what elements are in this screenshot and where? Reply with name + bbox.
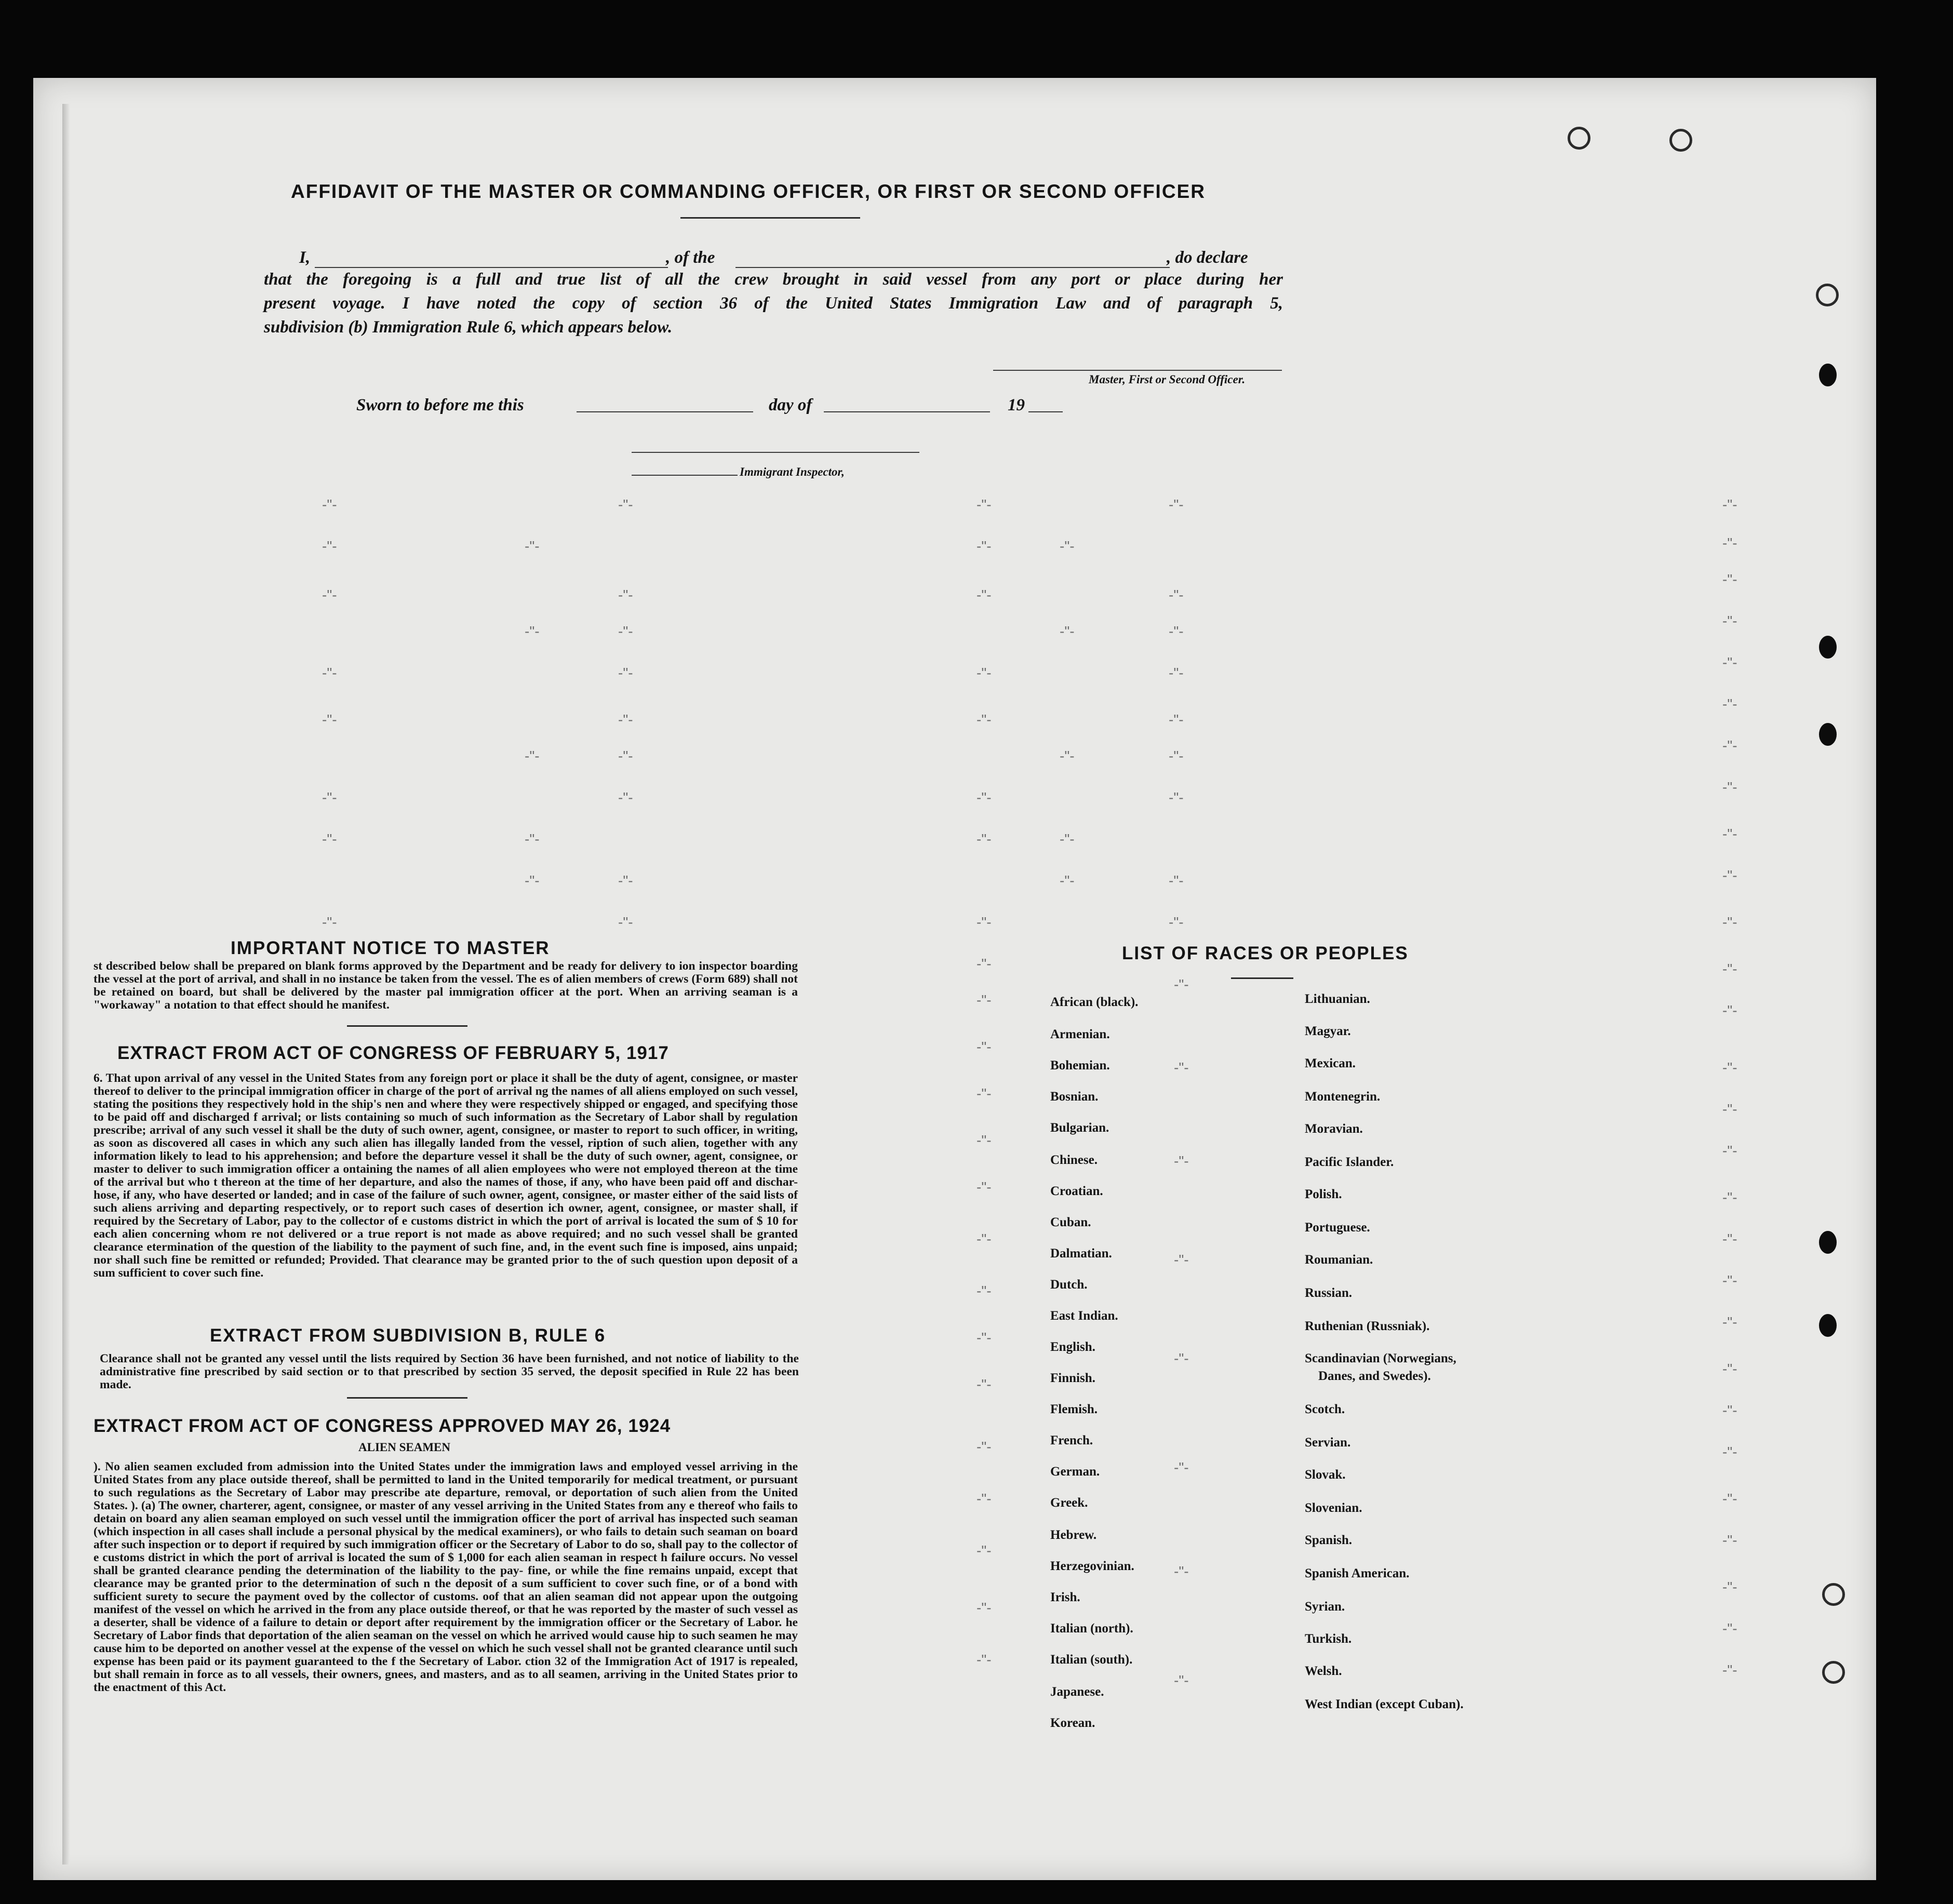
ditto-mark: -"- (1722, 1662, 1737, 1678)
race-item: Chinese. (1050, 1153, 1098, 1167)
ditto-mark: -"- (322, 497, 337, 513)
race-item: Welsh. (1305, 1664, 1342, 1678)
ditto-mark: -"- (977, 831, 992, 847)
ditto-mark: -"- (977, 1652, 992, 1668)
punch-hole-ring (1822, 1661, 1845, 1684)
race-item: Magyar. (1305, 1024, 1351, 1038)
ditto-mark: -"- (525, 538, 540, 554)
ditto-mark: -"- (977, 1491, 992, 1507)
ditto-mark: -"- (1722, 1189, 1737, 1205)
ditto-mark: -"- (1722, 1231, 1737, 1247)
affidavit-line-2: that the foregoing is a full and true list of all the crew brought in said vessel from any port or place during her (264, 270, 1283, 289)
ditto-mark: -"- (1174, 1459, 1189, 1476)
ditto-mark: -"- (1169, 873, 1184, 889)
race-item: African (black). (1050, 995, 1139, 1009)
sworn-prefix: Sworn to before me this (356, 396, 524, 414)
rule6-divider (347, 1397, 467, 1399)
ditto-mark: -"- (1722, 826, 1737, 842)
ditto-mark: -"- (977, 1543, 992, 1559)
affidavit-line-4: subdivision (b) Immigration Rule 6, which appears below. (264, 318, 673, 337)
ditto-mark: -"- (618, 873, 633, 889)
race-item: Bohemian. (1050, 1058, 1110, 1072)
race-item: Hebrew. (1050, 1528, 1097, 1542)
title-underline (680, 217, 860, 219)
sworn-month-blank (824, 411, 990, 412)
race-item: Herzegovinian. (1050, 1559, 1134, 1573)
race-item: Mexican. (1305, 1056, 1356, 1070)
sworn-day-label: day of (769, 396, 812, 414)
ditto-mark: -"- (977, 1330, 992, 1346)
race-item: Portuguese. (1305, 1221, 1370, 1235)
race-item: Bosnian. (1050, 1090, 1099, 1104)
race-item: Italian (south). (1050, 1653, 1133, 1667)
ditto-mark: -"- (1169, 914, 1184, 930)
ditto-mark: -"- (1174, 1153, 1189, 1169)
race-item: Servian. (1305, 1436, 1351, 1450)
race-item: East Indian. (1050, 1309, 1118, 1323)
ditto-mark: -"- (1174, 1252, 1189, 1268)
ditto-mark: -"- (1060, 623, 1075, 639)
races-underline (1231, 977, 1293, 979)
races-title: LIST OF RACES OR PEOPLES (1122, 943, 1409, 963)
race-item: Spanish American. (1305, 1566, 1410, 1580)
race-item: Dutch. (1050, 1278, 1088, 1292)
ditto-mark: -"- (322, 914, 337, 930)
ditto-mark: -"- (977, 712, 992, 728)
ditto-mark: -"- (1722, 914, 1737, 930)
inspector-blank-1 (632, 452, 919, 453)
ditto-mark: -"- (977, 1085, 992, 1102)
race-item: Turkish. (1305, 1632, 1352, 1646)
affidavit-title: AFFIDAVIT OF THE MASTER OR COMMANDING OFFICER, OR FIRST OR SECOND OFFICER (291, 181, 1206, 202)
ditto-mark: -"- (1722, 1314, 1737, 1330)
ditto-mark: -"- (977, 665, 992, 681)
race-item: English. (1050, 1340, 1095, 1354)
race-item: West Indian (except Cuban). (1305, 1697, 1464, 1711)
ditto-mark: -"- (1722, 571, 1737, 587)
ditto-mark: -"- (618, 665, 633, 681)
ditto-mark: -"- (525, 748, 540, 764)
ditto-mark: -"- (1060, 748, 1075, 764)
ditto-mark: -"- (322, 587, 337, 603)
punch-hole (1819, 1314, 1837, 1337)
ditto-mark: -"- (618, 789, 633, 806)
race-item: French. (1050, 1433, 1093, 1447)
ditto-mark: -"- (1060, 538, 1075, 554)
race-item: Moravian. (1305, 1122, 1363, 1136)
sheet-fold-edge (62, 104, 70, 1865)
ditto-mark: -"- (1169, 748, 1184, 764)
sworn-year-label: 19 (1008, 396, 1025, 414)
notice-text: st described below shall be prepared on blank forms approved by the Department and be ready for delivery to ion inspector boarding the vessel at the port of arrival, and shall in no instance be taken from the vessel. The es of alien members of crews (Form 689) shall not be retained on board, but shall be delivered by the master pal immigration officer at the port. When an arriving seaman is a "workaway" a notation to that effect should he manifest. (93, 959, 798, 1012)
punch-hole-ring (1568, 127, 1590, 150)
extract-1924-subtitle: ALIEN SEAMEN (358, 1441, 451, 1454)
ditto-mark: -"- (525, 831, 540, 847)
ditto-mark: -"- (1722, 696, 1737, 712)
ditto-mark: -"- (618, 712, 633, 728)
ditto-mark: -"- (1169, 789, 1184, 806)
ditto-mark: -"- (1174, 1060, 1189, 1076)
ditto-mark: -"- (977, 789, 992, 806)
ditto-mark: -"- (977, 1600, 992, 1616)
extract-1917-text: 6. That upon arrival of any vessel in the United States from any foreign port or place it shall be the duty of agent, consignee, or master thereof to deliver to the principal immigration officer in charge of the port of arrival ng the names of all aliens employed on such vessel, stating the positions they respectively hold in the ship's nen and where they were respectively shipped or engaged, and specifying those to be paid off and discharged f arrival; or lists containing so much of such information as the Secretary of Labor shall by regulation prescribe; arrival of any such vessel it shall be the duty of such owner, agent, consignee, or master to report to such officer, in writing, as soon as discovered all cases in which any such alien has illegally landed from the vessel, ription of such alien, together with any information likely to lead to his apprehension; and before the departure vessel it shall be the duty of such owner, agent, consignee, or master to deliver to such immigration officer a ontaining the names of all alien employees who were not employed thereon at the time of the arrival but who t thereon at the time of her departure, and also the names of those, if any, who have been paid off and dischar- hose, if any, who have deserted or landed; and in case of the failure of such owner, agent, consignee, or master either of the said lists of such aliens arriving and departing respectively, or to report such cases of desertion ich owner, agent, consignee, or master shall, if required by the Secretary of Labor, pay to the collector of e customs district in which the port of arrival is located the sum of $ 10 for each alien concerning whom re not delivered or a true report is not made as above required; and no such vessel shall be granted clearance etermination of the question of the liability to the payment of such fine, and, in the event such fine is imposed, ains unpaid; nor shall such fine be remitted or refunded; Provided. That clearance may be granted prior to the of such question upon deposit of a sum sufficient to cover such fine. (93, 1071, 798, 1280)
ditto-mark: -"- (1722, 1002, 1737, 1018)
ditto-mark: -"- (1722, 1491, 1737, 1507)
race-item: Dalmatian. (1050, 1246, 1112, 1261)
inspector-label: Immigrant Inspector, (740, 465, 845, 478)
race-item: Polish. (1305, 1187, 1342, 1201)
race-item: Scotch. (1305, 1402, 1345, 1416)
punch-hole (1819, 723, 1837, 746)
race-item: Lithuanian. (1305, 992, 1370, 1006)
race-item: Korean. (1050, 1716, 1095, 1730)
ditto-mark: -"- (322, 789, 337, 806)
ditto-mark: -"- (1722, 867, 1737, 883)
ditto-mark: -"- (1174, 1563, 1189, 1579)
notice-divider (347, 1025, 467, 1027)
ditto-mark: -"- (977, 587, 992, 603)
race-item: German. (1050, 1465, 1100, 1479)
ditto-mark: -"- (525, 873, 540, 889)
race-item: Irish. (1050, 1590, 1080, 1604)
ditto-mark: -"- (1169, 712, 1184, 728)
ditto-mark: -"- (1174, 976, 1189, 993)
ditto-mark: -"- (1722, 535, 1737, 551)
ditto-mark: -"- (1722, 1272, 1737, 1289)
race-item: Ruthenian (Russniak). (1305, 1319, 1430, 1333)
ditto-mark: -"- (1722, 1143, 1737, 1159)
race-item: Russian. (1305, 1286, 1353, 1300)
ditto-mark: -"- (977, 497, 992, 513)
affidavit-line-3: present voyage. I have noted the copy of section 36 of the United States Immigration Law and of paragraph 5, (264, 294, 1283, 313)
extract-rule6-text: Clearance shall not be granted any vessel until the lists required by Section 36 have been furnished, and not notice of liability to the administrative fine prescribed by said section or to that prescribed by section 35 served, the deposit specified in Rule 22 has been made. (100, 1352, 799, 1391)
ditto-mark: -"- (1169, 623, 1184, 639)
punch-hole-ring (1822, 1583, 1845, 1606)
punch-hole-ring (1669, 129, 1692, 152)
ditto-mark: -"- (1722, 961, 1737, 977)
race-item: Pacific Islander. (1305, 1155, 1394, 1169)
race-item: Slovenian. (1305, 1501, 1362, 1515)
ditto-mark: -"- (1722, 779, 1737, 795)
ditto-mark: -"- (618, 497, 633, 513)
signature-label: Master, First or Second Officer. (1089, 373, 1246, 386)
race-item: Danes, and Swedes). (1318, 1369, 1431, 1383)
ditto-mark: -"- (322, 538, 337, 554)
ditto-mark: -"- (977, 1231, 992, 1247)
ditto-mark: -"- (525, 623, 540, 639)
ditto-mark: -"- (322, 712, 337, 728)
ditto-mark: -"- (1174, 1672, 1189, 1688)
ditto-mark: -"- (1722, 1620, 1737, 1637)
race-item: Spanish. (1305, 1533, 1353, 1547)
extract-1924-title: EXTRACT FROM ACT OF CONGRESS APPROVED MAY 26, 1924 (93, 1416, 671, 1436)
ditto-mark: -"- (977, 538, 992, 554)
ditto-mark: -"- (977, 1132, 992, 1148)
ditto-mark: -"- (977, 1283, 992, 1299)
race-item: Roumanian. (1305, 1253, 1373, 1267)
race-item: Flemish. (1050, 1402, 1098, 1416)
ditto-mark: -"- (618, 748, 633, 764)
ditto-mark: -"- (1060, 873, 1075, 889)
ditto-mark: -"- (977, 914, 992, 930)
sworn-day-blank (577, 411, 753, 412)
ditto-mark: -"- (1169, 587, 1184, 603)
race-item: Cuban. (1050, 1215, 1091, 1229)
affidavit-declare-label: , do declare (1167, 248, 1248, 267)
affidavit-i-label: I, (299, 248, 311, 267)
ditto-mark: -"- (1169, 665, 1184, 681)
race-item: Japanese. (1050, 1685, 1104, 1699)
ditto-mark: -"- (1722, 1532, 1737, 1548)
ditto-mark: -"- (618, 914, 633, 930)
ditto-mark: -"- (977, 992, 992, 1008)
ditto-mark: -"- (1722, 497, 1737, 513)
inspector-blank-2 (632, 475, 738, 476)
ditto-mark: -"- (1722, 1101, 1737, 1117)
ditto-mark: -"- (322, 665, 337, 681)
punch-hole (1819, 1231, 1837, 1254)
affidavit-of-the-label: , of the (666, 248, 715, 267)
ditto-mark: -"- (1169, 497, 1184, 513)
ditto-mark: -"- (1722, 1060, 1737, 1076)
punch-hole-ring (1816, 284, 1839, 306)
extract-1917-title: EXTRACT FROM ACT OF CONGRESS OF FEBRUARY 5, 1917 (117, 1043, 669, 1063)
ditto-mark: -"- (1060, 831, 1075, 847)
ditto-mark: -"- (977, 1439, 992, 1455)
sworn-year-blank (1028, 411, 1063, 412)
ditto-mark: -"- (977, 1039, 992, 1055)
race-item: Greek. (1050, 1496, 1088, 1510)
name-blank (315, 267, 668, 268)
race-item: Slovak. (1305, 1468, 1346, 1482)
ditto-mark: -"- (1722, 1444, 1737, 1460)
punch-hole (1819, 364, 1837, 386)
ditto-mark: -"- (977, 956, 992, 972)
ditto-mark: -"- (1174, 1350, 1189, 1366)
ditto-mark: -"- (322, 831, 337, 847)
race-item: Scandinavian (Norwegians, (1305, 1351, 1456, 1365)
race-item: Syrian. (1305, 1600, 1345, 1614)
race-item: Bulgarian. (1050, 1121, 1109, 1135)
ditto-mark: -"- (1722, 1579, 1737, 1595)
race-item: Montenegrin. (1305, 1090, 1381, 1104)
ditto-mark: -"- (977, 1179, 992, 1195)
notice-title: IMPORTANT NOTICE TO MASTER (231, 938, 550, 958)
ditto-mark: -"- (618, 587, 633, 603)
ditto-mark: -"- (1722, 1361, 1737, 1377)
vessel-blank (735, 267, 1170, 268)
extract-1924-text: ). No alien seamen excluded from admission into the United States under the immigration laws and employed vessel arriving in the United States from any place outside thereof, shall be permitted to land in the United temporarily for medical treatment, or pursuant to such regulations as the Secretary of Labor may prescribe ate departure, removal, or deportation of such alien from the United States. ). (a) The owner, charterer, agent, consignee, or master of any vessel arriving in the United States from any e thereof who fails to detain on board any alien seaman employed on such vessel until the immigration officer the port of arrival has inspected such seaman (which inspection in all cases shall include a personal physical by the medical examiners), or who fails to detain such seaman on board after such inspection or to deport if required by such immigration officer or the Secretary of Labor to do so, shall pay to the collector of e customs district in which the port of arrival is located the sum of $ 1,000 for each alien seaman in respect h failure occurs. No vessel shall be granted clearance pending the determination of the liability to the pay- fine, or while the fine remains unpaid, except that clearance may be granted prior to the determination of such n the deposit of a sum sufficient to cover such fine, or of a bond with sufficient surety to secure the payment oved by the collector of customs. oof that an alien seaman did not appear upon the outgoing manifest of the vessel on which he arrived in the from any place outside thereof, or that he was reported by the master of such vessel as a deserter, shall be vidence of a failure to detain or deport after requirement by the immigration officer or the Secretary of Labor. he Secretary of Labor finds that deportation of the alien seaman on the vessel on which he arrived would cause hip to such seamen he may cause him to be deported on another vessel at the expense of the vessel on which he such vessel shall not be granted clearance until such expense has been paid or its payment guaranteed to the f the Secretary of Labor. ction 32 of the Immigration Act of 1917 is repealed, but shall remain in force as to all vessels, their owners, gnees, and masters, and as to all seamen, arriving in the United States prior to the enactment of this Act. (93, 1460, 798, 1694)
race-item: Finnish. (1050, 1371, 1095, 1385)
race-item: Italian (north). (1050, 1621, 1133, 1635)
ditto-mark: -"- (977, 1376, 992, 1392)
ditto-mark: -"- (1722, 654, 1737, 671)
race-item: Croatian. (1050, 1184, 1103, 1198)
extract-rule6-title: EXTRACT FROM SUBDIVISION B, RULE 6 (210, 1325, 606, 1346)
ditto-mark: -"- (1722, 738, 1737, 754)
race-item: Armenian. (1050, 1027, 1110, 1041)
signature-blank (993, 370, 1282, 371)
ditto-mark: -"- (618, 623, 633, 639)
ditto-mark: -"- (1722, 613, 1737, 629)
punch-hole (1819, 636, 1837, 659)
ditto-mark: -"- (1722, 1402, 1737, 1418)
